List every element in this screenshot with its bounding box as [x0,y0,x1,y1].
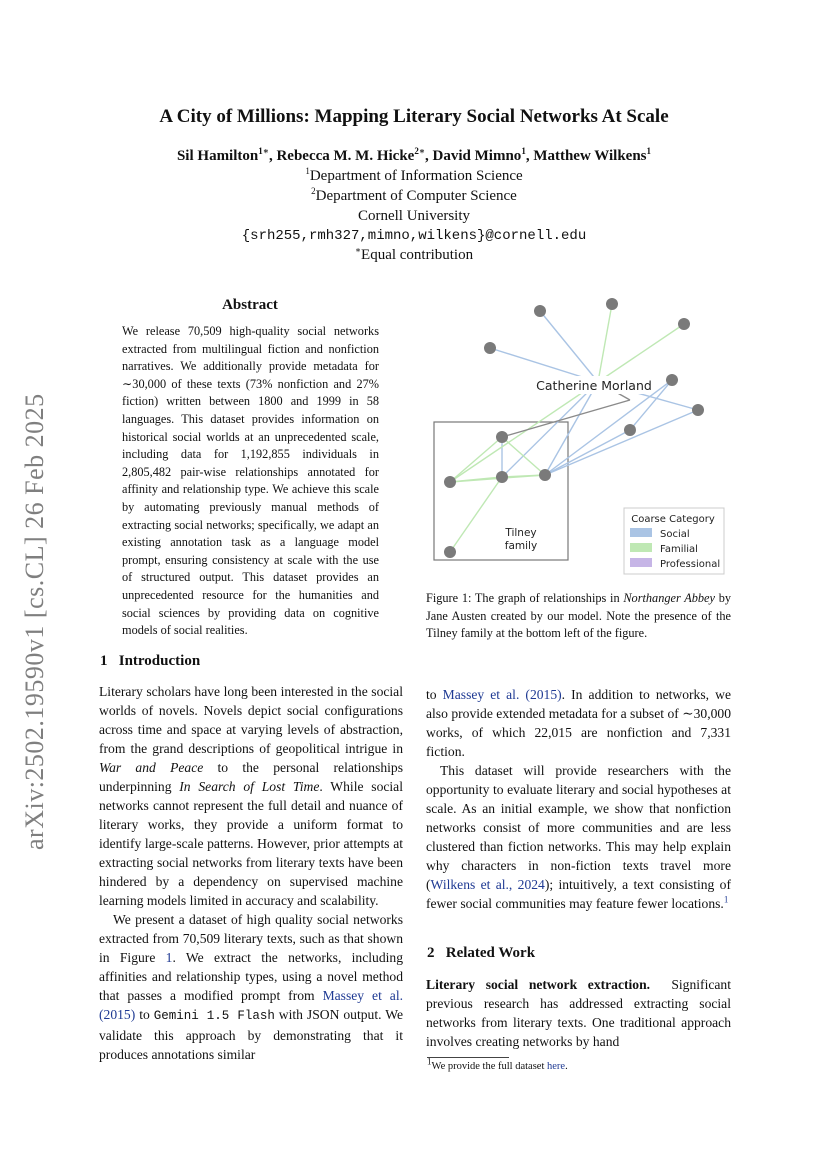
author-name: Sil Hamilton [176,148,259,164]
network-node [678,318,690,330]
citation-link[interactable]: Massey et al. (2015) [442,687,562,702]
legend-label-professional: Professional [660,559,721,570]
legend [624,508,724,574]
network-node [606,298,618,310]
network-node [444,546,456,558]
university: Cornell University [357,208,471,224]
legend-label-social: Social [660,529,690,540]
legend-title: Coarse Category [631,514,715,525]
author-name: Rebecca M. M. Hicke [276,148,415,164]
network-node [624,424,636,436]
equal-contribution-note: ∗Equal contribution [354,245,474,263]
author-list: Sil Hamilton$^{1∗}$, Rebecca M. M. Hicke$^{2∗}$, David Mimno$^1$, Matthew Wilkens$^1$ [176,146,652,164]
abstract-heading: Abstract [222,297,278,313]
affiliation-1: $^1$Department of Information Science [305,166,523,184]
author-name: Matthew Wilkens [533,148,647,164]
network-node [484,342,496,354]
network-node [692,404,704,416]
legend-swatch-professional [630,558,652,567]
figure-ref-link[interactable]: 1 [165,950,173,965]
author-name: David Mimno [432,148,522,164]
author-emails: {srh255,rmh327,mimno,wilkens}@cornell.edu [241,228,587,244]
network-node [534,305,546,317]
intro-paragraph-3: This dataset will provide researchers with the opportunity to evaluate literary and social hypotheses at scale. As an initial example, we show that nonfiction networks consist of more communities and are less clustered than fiction networks. This may help explain why characters in non-fiction texts travel more (Wilkens et al., 2024); intuitively, a text consisting of fewer social communities may feature fewer locations.$^1$ [426,763,731,911]
legend-label-familial: Familial [660,544,698,555]
figure-1-caption: Figure 1: The graph of relationships in Northanger Abbey by Jane Austen created by our model. Note the presence of the Tilney family at the bottom left of the figure. [426,591,731,641]
paper-title: A City of Millions: Mapping Literary Social Networks At Scale [159,106,669,127]
affiliation-2: $^2$Department of Computer Science [311,186,517,204]
network-node [444,476,456,488]
dataset-link[interactable]: here [547,1061,566,1072]
tilney-family-label: family [504,540,538,552]
tilney-family-label: Tilney [505,527,537,539]
arxiv-identifier: arXiv:2502.19590v1 [cs.CL] 26 Feb 2025 [20,393,49,850]
citation-link[interactable]: Massey et al. (2015) [99,988,403,1022]
intro-right-column [426,685,731,913]
section-heading-introduction: 1 Introduction [100,653,201,669]
network-node [666,374,678,386]
network-node [496,471,508,483]
legend-swatch-familial [630,543,652,552]
intro-paragraph-1: Literary scholars have long been interested in the social worlds of novels. Novels depict social configurations across time and space at varying levels of abstraction, from the grand descriptions of geopolitical intrigue in War and Peace to the personal relationships underpinning In Search of Lost Time. While social networks cannot represent the full detail and nuance of literary works, they provide a uniform format to identify large-scale patterns. However, prior attempts at extracting social networks from literary texts have been hindered by a dependency on supervised machine learning models limited in accuracy and scalability. [99,684,403,908]
legend-swatch-social [630,528,652,537]
section-heading-related-work: 2 Related Work [427,945,536,961]
footnote-rule [427,1057,509,1058]
intro-paragraph-2: We present a dataset of high quality social networks extracted from 70,509 literary texts, such as that shown in Figure 1. We extract the networks, including affinities and relationship types, using a novel method that passes a modified prompt from Massey et al. (2015) to Gemini 1.5 Flash with JSON output. We validate this approach by demonstrating that it produces annotations similar [99,912,403,1062]
intro-paragraph-2-cont: to Massey et al. (2015). In addition to networks, we also provide extended metadata for a subset of ∼30,000 works, of which 22,015 are nonfiction and 7,331 fiction. [426,687,731,759]
citation-link[interactable]: Wilkens et al., 2024 [430,877,545,892]
network-node [539,469,551,481]
footnote-ref[interactable]: 1 [723,894,729,905]
network-node [496,431,508,443]
main-character-label: Catherine Morland [536,378,652,393]
figure-1-network-graph [420,290,740,586]
footnote-1: $^1$We provide the full dataset here. [427,1056,568,1072]
intro-left-column [99,682,403,1064]
related-work-text: Literary social network extraction. Significant previous research has addressed extracting social networks from literary texts. One traditional approach involves creating networks by hand [426,977,731,1049]
abstract-text: We release 70,509 high-quality social networks extracted from multilingual fiction and nonfiction narratives. We additionally provide metadata for ∼30,000 of these texts (73% nonfiction and 27% fiction) written between 1800 and 1999 in 58 languages. This dataset provides information on historical social worlds at an unprecedented scale, including data for 1,192,855 individuals in 2,805,482 pair-wise relationships annotated for affinity and relationship type. We achieve this scale by automating previously manual methods of extracting social networks; specifically, we adapt an existing annotation task as a language model prompt, ensuring consistency at scale with the use of structured output. This dataset provides an unprecedented resource for the humanities and social sciences by providing data on cognitive models of social realities. [122,324,379,638]
